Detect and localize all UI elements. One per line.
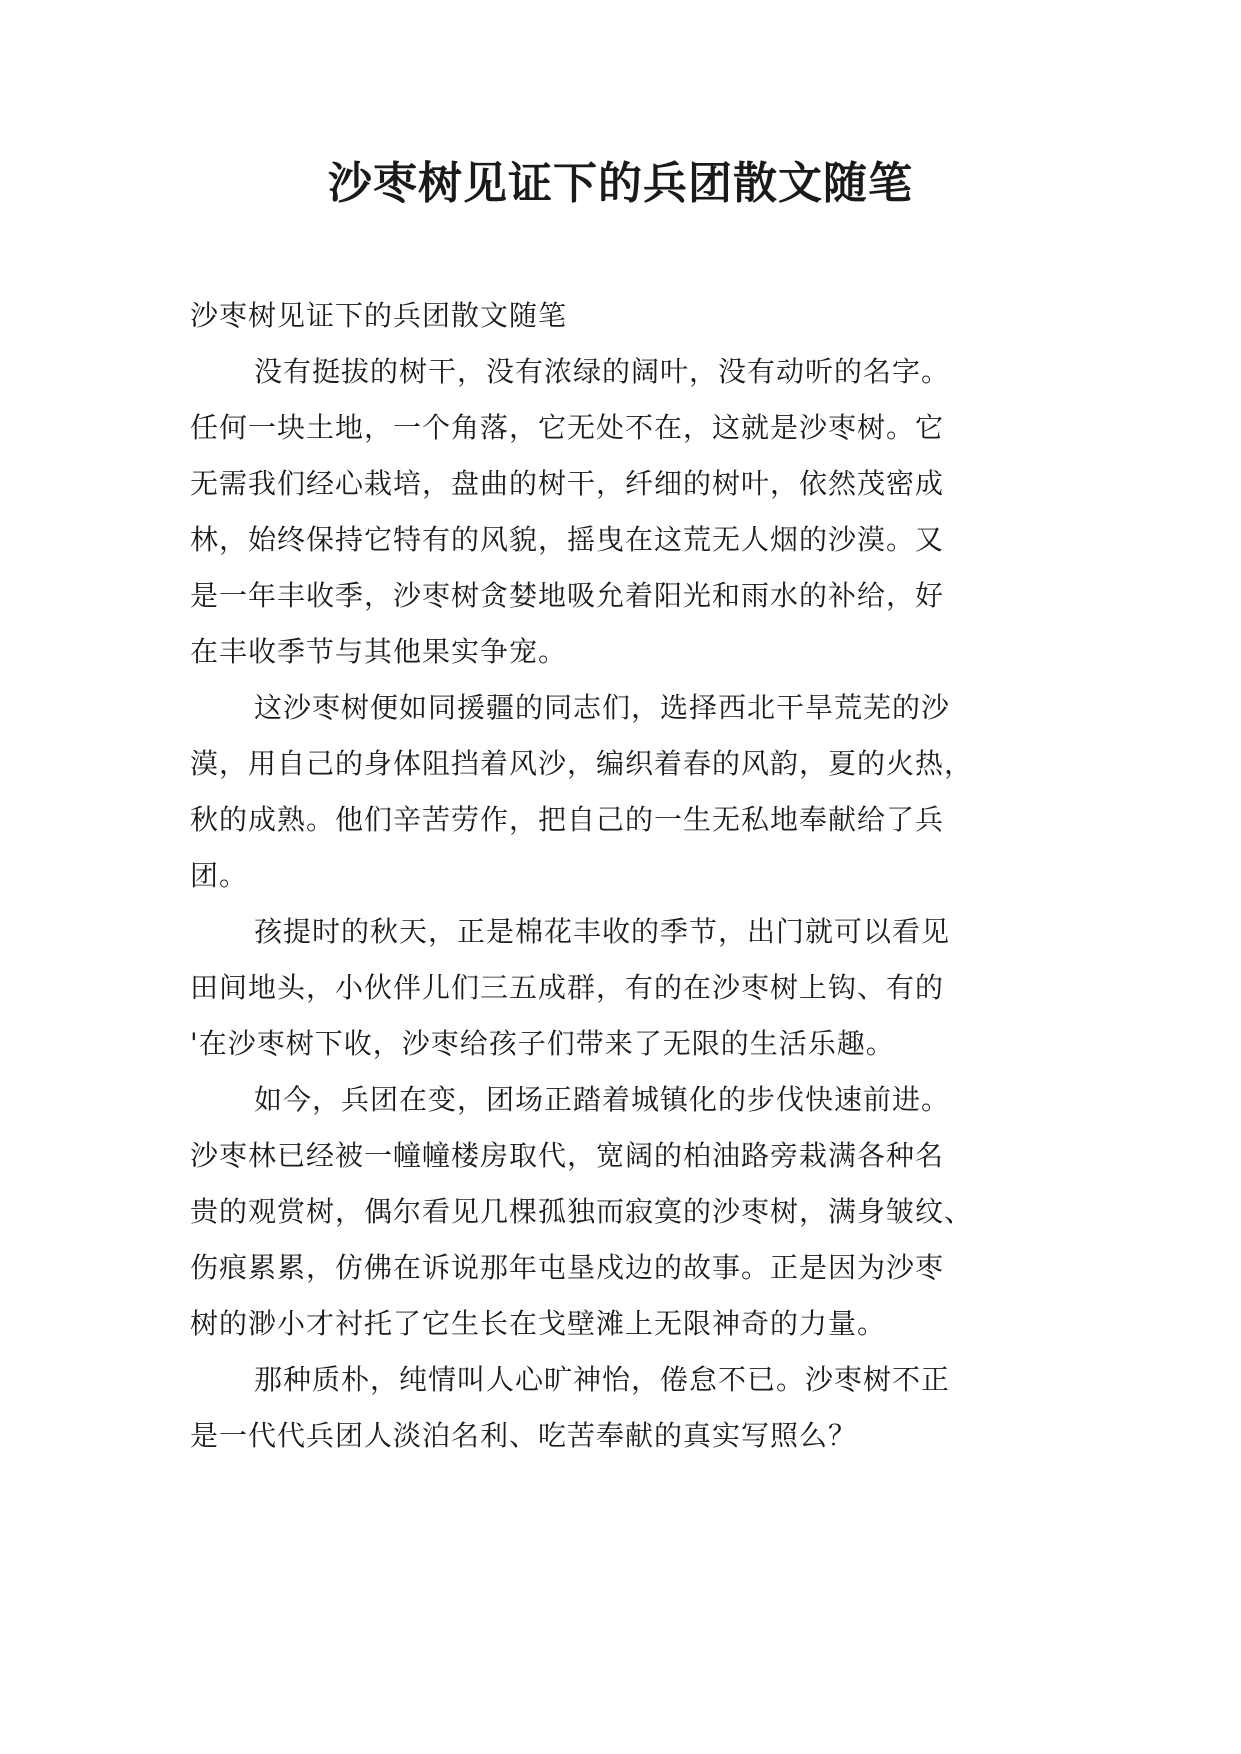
text-line: 没有挺拔的树干，没有浓绿的阔叶，没有动听的名字。 — [254, 355, 951, 388]
text-line: 伤痕累累，仿佛在诉说那年屯垦戍边的故事。正是因为沙枣 — [190, 1251, 945, 1284]
text-line: 漠，用自己的身体阻挡着风沙，编织着春的风韵，夏的火热， — [190, 747, 974, 780]
text-line: 树的渺小才衬托了它生长在戈壁滩上无限神奇的力量。 — [190, 1307, 887, 1340]
text-line: 这沙枣树便如同援疆的同志们，选择西北干旱荒芜的沙 — [254, 691, 951, 724]
text-line: 贵的观赏树，偶尔看见几棵孤独而寂寞的沙枣树，满身皱纹、 — [190, 1195, 974, 1228]
paragraph-2 — [190, 680, 1050, 904]
paragraph-4 — [190, 1072, 1050, 1352]
text-line: 孩提时的秋天，正是棉花丰收的季节，出门就可以看见 — [254, 915, 951, 948]
paragraph-1 — [190, 344, 1050, 680]
text-line: 团。 — [190, 859, 249, 892]
paragraph-3 — [190, 904, 1050, 1072]
text-line: '在沙枣树下收，沙枣给孩子们带来了无限的生活乐趣。 — [190, 1027, 895, 1060]
paragraph-5 — [190, 1352, 1050, 1464]
text-line: 无需我们经心栽培，盘曲的树干，纤细的树叶，依然茂密成 — [190, 467, 945, 500]
text-line: 那种质朴，纯情叫人心旷神怡，倦怠不已。沙枣树不正 — [254, 1363, 951, 1396]
text-line: 秋的成熟。他们辛苦劳作，把自己的一生无私地奉献给了兵 — [190, 803, 945, 836]
text-line: 是一年丰收季，沙枣树贪婪地吸允着阳光和雨水的补给，好 — [190, 579, 945, 612]
text-line: 田间地头，小伙伴儿们三五成群，有的在沙枣树上钩、有的 — [190, 971, 945, 1004]
article-body — [190, 288, 1050, 1464]
text-line: 在丰收季节与其他果实争宠。 — [190, 635, 568, 668]
page-title: 沙枣树见证下的兵团散文随笔 — [328, 158, 913, 209]
article-subtitle: 沙枣树见证下的兵团散文随笔 — [190, 299, 568, 332]
text-line: 沙枣林已经被一幢幢楼房取代，宽阔的柏油路旁栽满各种名 — [190, 1139, 945, 1172]
text-line: 是一代代兵团人淡泊名利、吃苦奉献的真实写照么？ — [190, 1419, 858, 1452]
text-line: 任何一块土地，一个角落，它无处不在，这就是沙枣树。它 — [190, 411, 945, 444]
text-line: 林，始终保持它特有的风貌，摇曳在这荒无人烟的沙漠。又 — [190, 523, 945, 556]
text-line: 如今，兵团在变，团场正踏着城镇化的步伐快速前进。 — [254, 1083, 951, 1116]
